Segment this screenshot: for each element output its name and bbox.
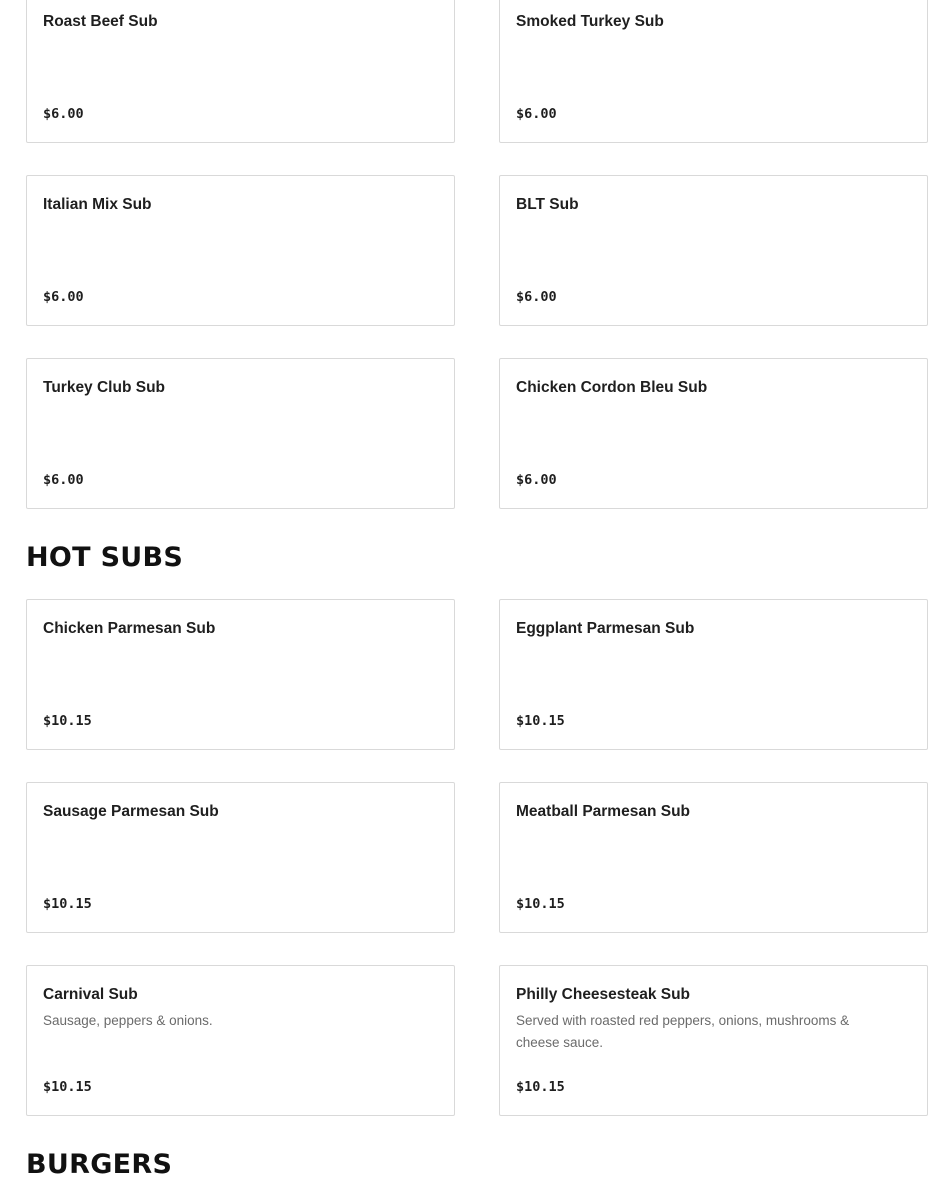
menu-item-name: Philly Cheesesteak Sub	[516, 986, 691, 1003]
menu-item-name: Italian Mix Sub	[43, 196, 152, 213]
menu-item-name: Smoked Turkey Sub	[516, 13, 664, 30]
menu-item-card[interactable]	[499, 0, 928, 143]
menu-item-card[interactable]	[26, 358, 455, 509]
menu-item-card[interactable]	[26, 0, 455, 143]
menu-item-card[interactable]	[26, 965, 455, 1116]
menu-item-price: $10.15	[43, 1079, 92, 1095]
menu-item-name: Sausage Parmesan Sub	[43, 803, 219, 820]
menu-item-price: $10.15	[516, 713, 565, 729]
menu-item-name: Roast Beef Sub	[43, 13, 158, 30]
menu-item-description: Sausage, peppers & onions.	[43, 1013, 213, 1028]
hot-subs-grid	[26, 599, 928, 1116]
menu-item-card[interactable]	[499, 175, 928, 326]
menu-item-card[interactable]	[26, 782, 455, 933]
section-title-hot-subs: HOT SUBS	[26, 542, 184, 573]
menu-item-name: Chicken Parmesan Sub	[43, 620, 216, 637]
menu-item-card[interactable]	[26, 599, 455, 750]
menu-item-price: $10.15	[516, 1079, 565, 1095]
menu	[26, 0, 928, 1181]
menu-item-price: $6.00	[516, 289, 557, 305]
menu-item-card[interactable]	[26, 175, 455, 326]
menu-item-name: Chicken Cordon Bleu Sub	[516, 379, 708, 396]
menu-item-price: $10.15	[516, 896, 565, 912]
menu-item-name: Meatball Parmesan Sub	[516, 803, 691, 820]
menu-item-price: $6.00	[43, 289, 84, 305]
menu-item-price: $6.00	[43, 106, 84, 122]
menu-item-price: $10.15	[43, 896, 92, 912]
menu-item-name: Eggplant Parmesan Sub	[516, 620, 695, 637]
menu-item-card[interactable]	[499, 965, 928, 1116]
menu-item-card[interactable]	[499, 358, 928, 509]
menu-item-card[interactable]	[499, 599, 928, 750]
menu-item-price: $6.00	[43, 472, 84, 488]
menu-item-name: Turkey Club Sub	[43, 379, 166, 396]
menu-item-name: Carnival Sub	[43, 986, 138, 1003]
menu-item-price: $6.00	[516, 472, 557, 488]
menu-item-description: Served with roasted red peppers, onions, mushrooms & cheese sauce.	[516, 1013, 850, 1050]
menu-item-price: $10.15	[43, 713, 92, 729]
menu-item-price: $6.00	[516, 106, 557, 122]
section-title-burgers: BURGERS	[26, 1149, 173, 1180]
menu-item-name: BLT Sub	[516, 196, 579, 213]
cold-subs-grid	[26, 0, 928, 509]
menu-item-card[interactable]	[499, 782, 928, 933]
